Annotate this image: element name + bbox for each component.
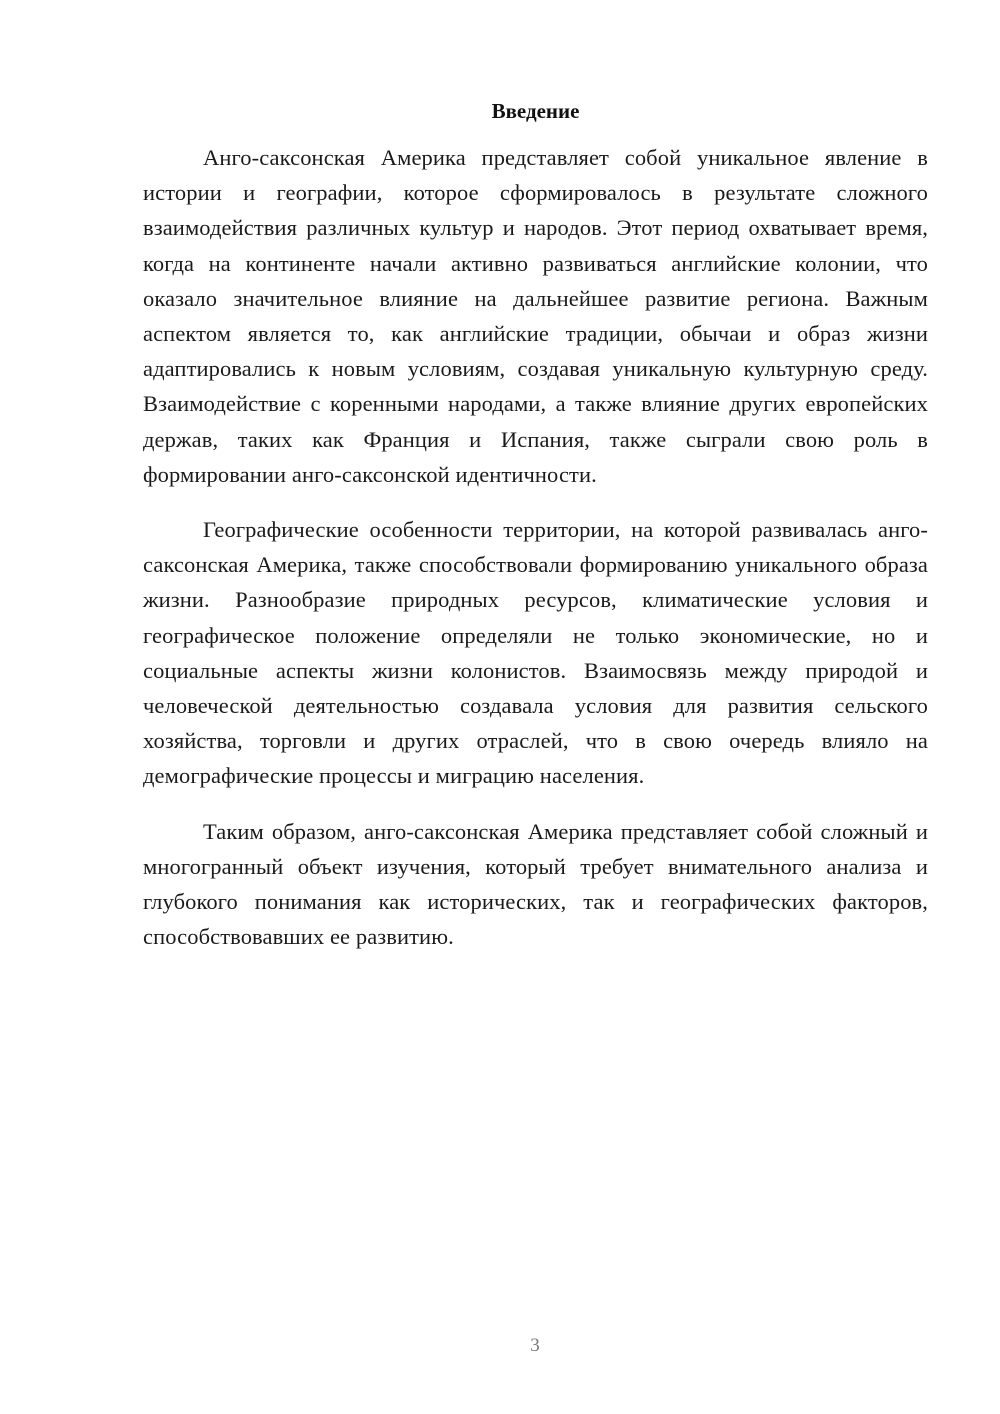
page-content [143,98,928,974]
paragraph-3: Таким образом, анго-саксонская Америка представляет собой сложный и многогранный объект изучения, который требует внимательного анализа и глубокого понимания как исторических, так и географических факторов, способствовавших ее развитию. [143,818,928,950]
page-title: Введение [491,99,580,123]
page-number: 3 [530,1335,540,1356]
paragraph-2: Географические особенности территории, на которой развивалась анго-саксонская Америка, также способствовали формированию уникального образа жизни. Разнообразие природных ресурсов, климатические условия и географическое положение определяли не только экономические, но и социальные аспекты жизни колонистов. Взаимосвязь между природой и человеческой деятельностью создавала условия для развития сельского хозяйства, торговли и других отраслей, что в свою очередь влияло на демографические процессы и миграцию населения. [143,517,928,789]
paragraph-1: Анго-саксонская Америка представляет собой уникальное явление в истории и географии, которое сформировалось в результате сложного взаимодействия различных культур и народов. Этот период охватывает время, когда на континенте начали активно развиваться английские колонии, что оказало значительное влияние на дальнейшее развитие региона. Важным аспектом является то, как английские традиции, обычаи и образ жизни адаптировались к новым условиям, создавая уникальную культурную среду. Взаимодействие с коренными народами, а также влияние других европейских держав, таких как Франция и Испания, также сыграли свою роль в формировании анго-саксонской идентичности. [143,145,928,487]
